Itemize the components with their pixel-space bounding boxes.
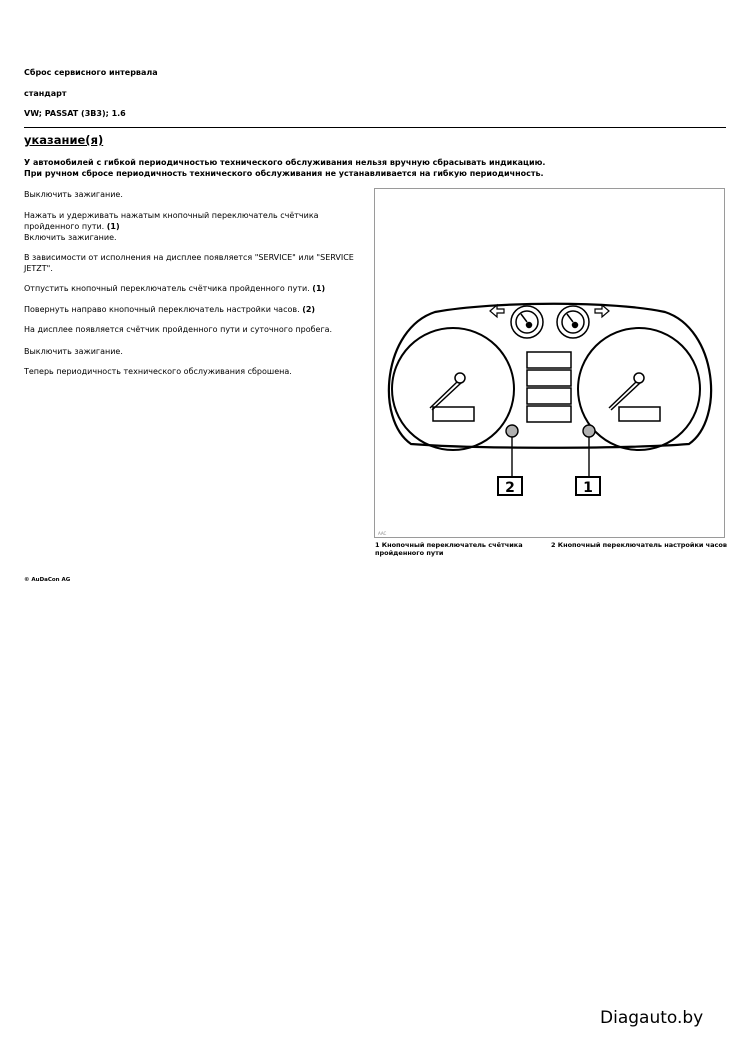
step-9 [24,367,360,378]
step-3 [24,233,360,244]
step-text: На дисплее появляется счётчик пройденного пути и суточного пробега. [24,325,333,334]
step-text: Теперь периодичность технического обслуживания сброшена. [24,367,292,376]
tachometer-gauge [578,328,700,450]
document-subtitle: стандарт [24,89,67,98]
step-6 [24,305,360,316]
step-text: Повернуть направо кнопочный переключатель настройки часов. [24,305,300,314]
left-arrow-icon [490,305,504,317]
figure-caption-2: 2 Кнопочный переключатель настройки часов [551,541,727,549]
central-display [527,352,571,422]
header-divider [24,127,726,128]
clock-adjust-button [506,425,518,437]
instrument-cluster-drawing [375,189,724,537]
step-text: В зависимости от исполнения на дисплее появляется "SERVICE" или "SERVICE JETZT". [24,253,354,273]
step-1 [24,190,360,201]
step-8 [24,347,360,358]
callout-2-label: 2 [505,480,515,496]
notice-line-1: У автомобилей с гибкой периодичностью технического обслуживания нельзя вручную сбрасывать индикацию. [24,158,546,167]
step-text: Нажать и удерживать нажатым кнопочный переключатель счётчика пройденного пути. [24,211,319,231]
copyright-notice: © AuDaCon AG [24,577,71,583]
step-reference: (1) [106,221,120,231]
step-text: Включить зажигание. [24,233,117,242]
document-title: Сброс сервисного интервала [24,68,158,77]
step-4 [24,253,360,274]
step-5 [24,284,360,295]
speedometer-gauge [392,328,514,450]
fuel-gauge [511,306,543,338]
step-text: Выключить зажигание. [24,347,123,356]
instrument-cluster-figure [374,188,725,538]
step-7 [24,325,360,336]
step-reference: (2) [302,305,316,314]
step-text: Выключить зажигание. [24,190,123,199]
temperature-gauge [557,306,589,338]
step-2 [24,211,360,232]
notice-heading: указание(я) [24,133,104,147]
site-watermark: Diagauto.by [600,1008,704,1028]
figure-code: AAC [378,531,387,536]
figure-caption-1: 1 Кнопочный переключатель счётчика пройденного пути [375,541,523,557]
vehicle-model: VW; PASSAT (3B3); 1.6 [24,109,126,118]
callout-1-label: 1 [583,480,593,496]
cluster-outline [389,304,711,448]
step-text: Отпустить кнопочный переключатель счётчика пройденного пути. [24,284,310,293]
step-reference: (1) [312,284,326,293]
right-arrow-icon [595,305,609,317]
trip-reset-button [583,425,595,437]
notice-line-2: При ручном сбросе периодичность технического обслуживания не устанавливается на гибкую периодичность. [24,169,544,178]
